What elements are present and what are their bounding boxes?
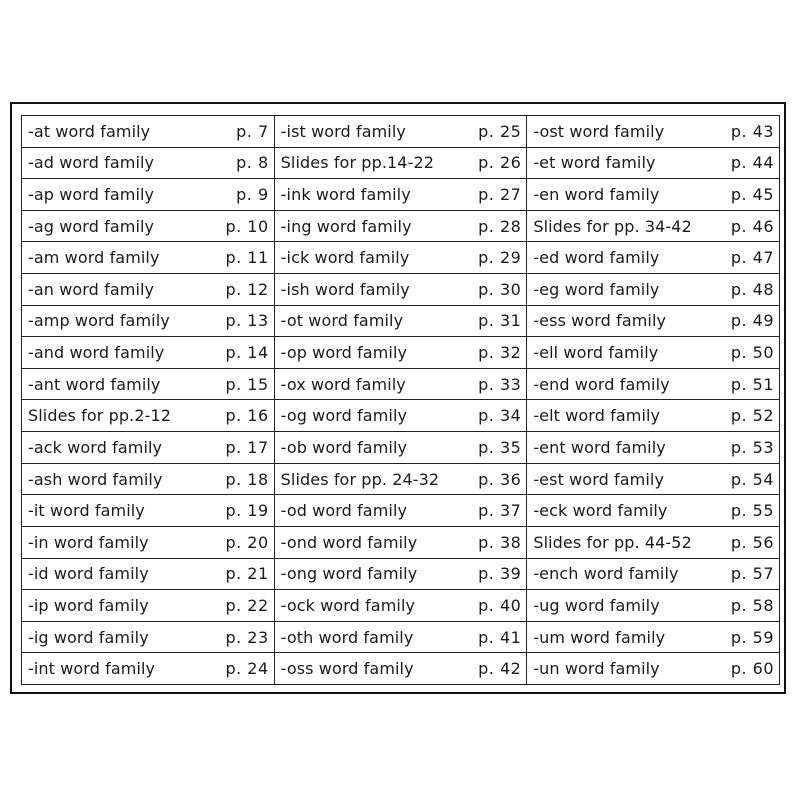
toc-entry (274, 463, 527, 495)
toc-body (22, 116, 780, 685)
toc-entry-content (28, 153, 269, 172)
toc-entry (274, 590, 527, 622)
toc-entry-content (28, 185, 269, 204)
table-row (22, 526, 780, 558)
toc-entry-content (28, 280, 269, 299)
toc-entry-title: -ock word family (280, 595, 416, 615)
toc-entry-content (533, 564, 774, 583)
toc-entry-content (533, 659, 774, 678)
toc-entry (274, 495, 527, 527)
toc-entry-page-number: p. 26 (478, 153, 522, 173)
toc-entry (527, 463, 780, 495)
toc-entry-page-number: p. 18 (225, 469, 269, 489)
toc-entry-title: -ig word family (28, 627, 149, 647)
toc-entry (527, 621, 780, 653)
toc-entry-page-number: p. 24 (225, 659, 269, 679)
toc-entry-title: -um word family (533, 627, 666, 647)
toc-entry-title: -ent word family (533, 437, 666, 457)
toc-entry-content (533, 185, 774, 204)
toc-entry-page-number: p. 19 (225, 501, 269, 521)
toc-entry-title: -ing word family (280, 216, 412, 236)
toc-entry-title: Slides for pp. 34-42 (533, 216, 692, 236)
toc-entry (527, 179, 780, 211)
toc-entry (22, 590, 275, 622)
toc-entry (527, 147, 780, 179)
toc-entry-content (533, 153, 774, 172)
toc-entry (274, 210, 527, 242)
toc-entry-page-number: p. 44 (730, 153, 774, 173)
toc-entry-title: -ess word family (533, 311, 667, 331)
toc-entry-content (533, 311, 774, 330)
toc-entry-content (28, 659, 269, 678)
toc-entry-page-number: p. 11 (225, 248, 269, 268)
toc-entry-content (281, 375, 522, 394)
toc-entry (527, 305, 780, 337)
toc-entry-title: -eg word family (533, 279, 660, 299)
toc-entry-title: Slides for pp.2-12 (28, 406, 172, 426)
toc-entry-page-number: p. 46 (730, 216, 774, 236)
toc-entry-content (281, 659, 522, 678)
toc-entry (274, 621, 527, 653)
table-row (22, 242, 780, 274)
table-row (22, 179, 780, 211)
toc-entry-page-number: p. 13 (225, 311, 269, 331)
toc-entry (527, 526, 780, 558)
table-row (22, 653, 780, 685)
toc-entry-page-number: p. 45 (730, 185, 774, 205)
toc-entry-page-number: p. 27 (478, 185, 522, 205)
toc-entry (274, 400, 527, 432)
toc-entry (22, 116, 275, 148)
toc-entry-page-number: p. 42 (478, 659, 522, 679)
table-row (22, 337, 780, 369)
table-row (22, 305, 780, 337)
toc-entry-title: -ench word family (533, 564, 679, 584)
toc-entry (274, 526, 527, 558)
toc-entry-title: Slides for pp. 24-32 (280, 469, 440, 489)
table-row (22, 463, 780, 495)
table-row (22, 432, 780, 464)
toc-entry (22, 147, 275, 179)
toc-entry-title: -int word family (28, 659, 156, 679)
toc-entry (22, 495, 275, 527)
toc-entry-title: -ag word family (28, 216, 155, 236)
toc-entry-content (533, 343, 774, 362)
table-row (22, 116, 780, 148)
toc-entry-page-number: p. 48 (730, 279, 774, 299)
toc-entry-page-number: p. 38 (478, 532, 522, 552)
toc-entry-page-number: p. 36 (478, 469, 522, 489)
toc-entry-page-number: p. 30 (478, 279, 522, 299)
toc-entry-content (281, 470, 522, 489)
toc-entry-title: -ip word family (28, 595, 149, 615)
toc-entry-title: -ug word family (533, 595, 660, 615)
toc-entry-title: -it word family (28, 501, 145, 521)
toc-entry-title: -amp word family (28, 311, 170, 331)
toc-entry-title: -ink word family (280, 185, 411, 205)
toc-entry-title: -ad word family (28, 153, 155, 173)
toc-entry-content (533, 406, 774, 425)
toc-entry (274, 653, 527, 685)
toc-entry-page-number: p. 25 (478, 121, 522, 141)
toc-entry (274, 179, 527, 211)
toc-entry-title: -ick word family (280, 248, 410, 268)
toc-entry-content (28, 438, 269, 457)
toc-entry (274, 432, 527, 464)
toc-entry (22, 653, 275, 685)
toc-entry-page-number: p. 52 (730, 406, 774, 426)
toc-entry (22, 210, 275, 242)
toc-entry-page-number: p. 39 (478, 564, 522, 584)
toc-entry-page-number: p. 57 (730, 564, 774, 584)
toc-entry-page-number: p. 37 (478, 501, 522, 521)
toc-entry-page-number: p. 58 (730, 595, 774, 615)
toc-entry-content (533, 533, 774, 552)
toc-entry (22, 400, 275, 432)
toc-entry (274, 242, 527, 274)
toc-entry (527, 590, 780, 622)
toc-entry-content (281, 343, 522, 362)
toc-entry-content (281, 533, 522, 552)
toc-entry-title: -ong word family (280, 564, 418, 584)
toc-entry-content (28, 217, 269, 236)
toc-entry (527, 242, 780, 274)
table-row (22, 368, 780, 400)
table-row (22, 558, 780, 590)
toc-entry-content (281, 153, 522, 172)
toc-entry-title: -op word family (280, 343, 408, 363)
toc-entry-content (281, 122, 522, 141)
toc-entry-page-number: p. 28 (478, 216, 522, 236)
toc-entry (22, 274, 275, 306)
toc-entry-content (281, 185, 522, 204)
toc-entry-content (533, 122, 774, 141)
toc-entry-title: -ant word family (28, 374, 161, 394)
toc-entry-content (28, 564, 269, 583)
toc-entry-page-number: p. 22 (225, 595, 269, 615)
toc-entry-title: -ap word family (28, 185, 155, 205)
toc-entry-content (533, 470, 774, 489)
toc-entry-content (28, 628, 269, 647)
toc-entry-title: -in word family (28, 532, 149, 552)
toc-entry-page-number: p. 50 (730, 343, 774, 363)
toc-entry-title: -en word family (533, 185, 660, 205)
toc-entry (527, 400, 780, 432)
toc-entry-page-number: p. 7 (236, 121, 269, 141)
toc-entry-content (281, 217, 522, 236)
toc-entry (274, 147, 527, 179)
toc-entry-page-number: p. 56 (730, 532, 774, 552)
toc-entry-content (28, 375, 269, 394)
toc-entry-title: -og word family (280, 406, 408, 426)
toc-entry (527, 558, 780, 590)
toc-entry (274, 558, 527, 590)
toc-entry-title: -oss word family (280, 659, 414, 679)
toc-entry (527, 653, 780, 685)
toc-entry-page-number: p. 10 (225, 216, 269, 236)
toc-entry-page-number: p. 21 (225, 564, 269, 584)
toc-entry (527, 116, 780, 148)
toc-entry-title: -end word family (533, 374, 670, 394)
toc-entry-content (533, 280, 774, 299)
toc-entry (274, 305, 527, 337)
toc-entry-content (533, 248, 774, 267)
toc-entry-title: -est word family (533, 469, 665, 489)
toc-entry (22, 179, 275, 211)
toc-entry-title: -ost word family (533, 121, 665, 141)
toc-entry-title: -od word family (280, 501, 408, 521)
toc-entry (527, 432, 780, 464)
toc-entry-content (28, 406, 269, 425)
toc-entry-content (533, 596, 774, 615)
toc-entry-title: -am word family (28, 248, 160, 268)
toc-entry-page-number: p. 15 (225, 374, 269, 394)
toc-entry (22, 526, 275, 558)
toc-entry-title: -an word family (28, 279, 155, 299)
toc-entry (22, 305, 275, 337)
toc-entry-title: -eck word family (533, 501, 668, 521)
toc-entry-title: Slides for pp. 44-52 (533, 532, 692, 552)
toc-entry-title: -ist word family (280, 121, 406, 141)
table-row (22, 210, 780, 242)
toc-entry-title: -ob word family (280, 437, 408, 457)
toc-entry-title: -oth word family (280, 627, 414, 647)
toc-entry-content (28, 248, 269, 267)
toc-entry (274, 337, 527, 369)
toc-entry-title: -and word family (28, 343, 165, 363)
toc-entry (527, 495, 780, 527)
toc-entry-title: -ish word family (280, 279, 410, 299)
toc-entry-content (281, 501, 522, 520)
toc-entry (22, 432, 275, 464)
toc-entry-page-number: p. 23 (225, 627, 269, 647)
toc-entry-page-number: p. 12 (225, 279, 269, 299)
toc-entry-title: -at word family (28, 121, 151, 141)
toc-entry-content (533, 217, 774, 236)
toc-entry-page-number: p. 47 (730, 248, 774, 268)
toc-entry-page-number: p. 40 (478, 595, 522, 615)
toc-entry-page-number: p. 53 (730, 437, 774, 457)
toc-entry (527, 274, 780, 306)
toc-entry-title: -ot word family (280, 311, 404, 331)
table-row (22, 274, 780, 306)
toc-entry-page-number: p. 51 (730, 374, 774, 394)
toc-entry-title: -ox word family (280, 374, 406, 394)
toc-entry (527, 210, 780, 242)
toc-entry-page-number: p. 14 (225, 343, 269, 363)
toc-entry-content (28, 501, 269, 520)
toc-entry (527, 337, 780, 369)
toc-entry-title: -ash word family (28, 469, 163, 489)
toc-entry-page-number: p. 17 (225, 437, 269, 457)
table-row (22, 621, 780, 653)
table-row (22, 590, 780, 622)
toc-entry (22, 621, 275, 653)
toc-entry-title: Slides for pp.14-22 (280, 153, 435, 173)
toc-entry-content (533, 375, 774, 394)
toc-entry-content (533, 438, 774, 457)
toc-entry-title: -ed word family (533, 248, 660, 268)
toc-entry-page-number: p. 33 (478, 374, 522, 394)
toc-entry (274, 274, 527, 306)
toc-entry-page-number: p. 54 (730, 469, 774, 489)
toc-entry-title: -un word family (533, 659, 660, 679)
toc-entry (22, 558, 275, 590)
toc-entry-page-number: p. 32 (478, 343, 522, 363)
toc-entry-content (281, 628, 522, 647)
toc-entry-content (281, 280, 522, 299)
toc-entry-page-number: p. 35 (478, 437, 522, 457)
toc-entry-page-number: p. 29 (478, 248, 522, 268)
toc-entry-page-number: p. 9 (236, 185, 269, 205)
toc-entry-content (28, 470, 269, 489)
toc-entry-page-number: p. 59 (730, 627, 774, 647)
toc-entry (274, 368, 527, 400)
toc-entry-content (281, 311, 522, 330)
toc-entry-page-number: p. 49 (730, 311, 774, 331)
table-row (22, 495, 780, 527)
table-row (22, 147, 780, 179)
toc-entry-page-number: p. 55 (730, 501, 774, 521)
toc-entry-content (28, 311, 269, 330)
toc-entry-content (281, 564, 522, 583)
toc-entry-page-number: p. 41 (478, 627, 522, 647)
toc-entry-page-number: p. 16 (225, 406, 269, 426)
table-of-contents (21, 115, 780, 685)
toc-entry-content (281, 248, 522, 267)
table-row (22, 400, 780, 432)
toc-entry-page-number: p. 8 (236, 153, 269, 173)
toc-entry (22, 368, 275, 400)
toc-entry-content (281, 406, 522, 425)
toc-entry-title: -ack word family (28, 437, 163, 457)
toc-entry-title: -et word family (533, 153, 656, 173)
toc-entry-page-number: p. 34 (478, 406, 522, 426)
toc-entry (22, 337, 275, 369)
toc-entry-title: -ell word family (533, 343, 659, 363)
toc-entry-content (281, 438, 522, 457)
toc-entry-content (28, 596, 269, 615)
toc-entry (22, 463, 275, 495)
toc-entry-content (281, 596, 522, 615)
toc-entry-content (28, 122, 269, 141)
toc-entry-title: -elt word family (533, 406, 661, 426)
toc-entry (527, 368, 780, 400)
toc-entry-page-number: p. 31 (478, 311, 522, 331)
toc-entry-title: -ond word family (280, 532, 418, 552)
toc-entry-page-number: p. 20 (225, 532, 269, 552)
toc-entry (274, 116, 527, 148)
toc-entry-content (28, 343, 269, 362)
toc-entry-content (28, 533, 269, 552)
toc-entry-page-number: p. 60 (730, 659, 774, 679)
toc-entry-title: -id word family (28, 564, 149, 584)
toc-entry-content (533, 501, 774, 520)
toc-entry-page-number: p. 43 (730, 121, 774, 141)
toc-entry (22, 242, 275, 274)
toc-entry-content (533, 628, 774, 647)
